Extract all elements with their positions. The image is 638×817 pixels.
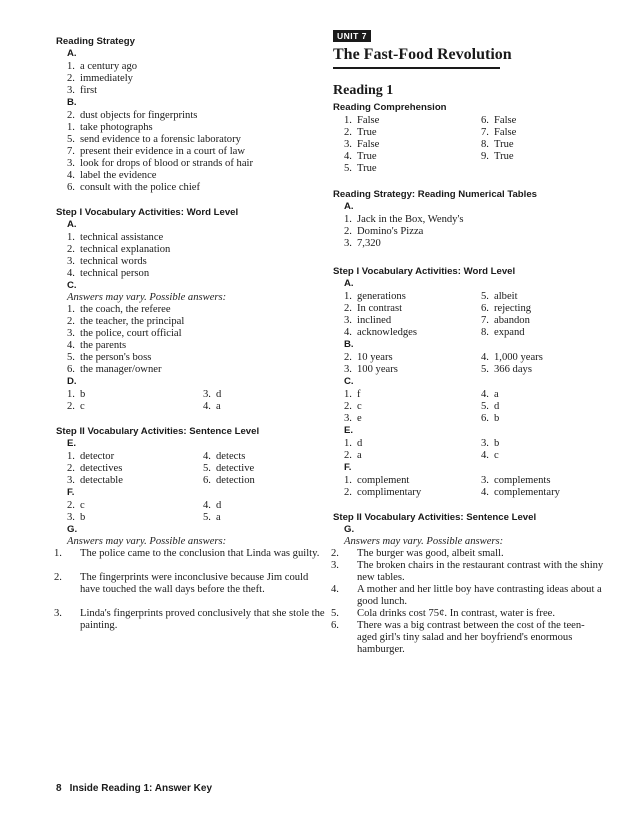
list-item: 8. expand [481, 327, 525, 338]
section-header: Step I Vocabulary Activities: Word Level [56, 207, 239, 218]
list-item: 1. generations [344, 291, 406, 302]
list-item: 4. technical person [67, 268, 150, 279]
list-item: 6. False [481, 115, 517, 126]
section-letter: B. [67, 97, 77, 108]
section-letter: A. [67, 48, 77, 59]
list-item: 6. There was a big contrast between the cost of the teen-aged girl's tiny salad and her boyfriend's enormous hamburger. [331, 620, 585, 655]
section-letter: B. [344, 339, 354, 350]
list-item: 3. b [481, 438, 500, 449]
list-item: 3. look for drops of blood or strands of hair [67, 158, 254, 169]
list-item: 6. consult with the police chief [67, 182, 201, 193]
list-item: 5. d [481, 401, 500, 412]
section-header: Step II Vocabulary Activities: Sentence Level [56, 426, 260, 437]
list-item: 8. True [481, 139, 514, 150]
list-item: 2. c [67, 401, 85, 412]
list-item: 4. complementary [481, 487, 560, 498]
list-item: 1. b [67, 389, 86, 400]
list-item: 3. d [203, 389, 222, 400]
list-item: 3. e [344, 413, 362, 424]
list-item: 1. Jack in the Box, Wendy's [344, 214, 464, 225]
section-letter: F. [344, 462, 352, 473]
list-item: 3. the police, court official [67, 328, 182, 339]
list-item: 5. a [203, 512, 221, 523]
list-item: 3. 7,320 [344, 238, 381, 249]
section-letter: E. [344, 425, 354, 436]
list-item: 4. 1,000 years [481, 352, 543, 363]
list-item: 1. take photographs [67, 122, 153, 133]
list-item: 3. b [67, 512, 86, 523]
list-item: 4. True [344, 151, 377, 162]
answer-note: Answers may vary. Possible answers: [344, 536, 504, 547]
list-item: 1. technical assistance [67, 232, 164, 243]
list-item: 7. present their evidence in a court of law [67, 146, 246, 157]
section-header: Step II Vocabulary Activities: Sentence Level [333, 512, 537, 523]
list-item: 6. b [481, 413, 500, 424]
list-item: 3. Linda's fingerprints proved conclusively that she stole the painting. [54, 608, 325, 631]
book-title: Inside Reading 1: Answer Key [69, 783, 213, 794]
section-letter: E. [67, 438, 77, 449]
list-item: 2. In contrast [344, 303, 403, 314]
list-item: 4. c [481, 450, 499, 461]
list-item: 2. c [344, 401, 362, 412]
section-header: Reading Strategy: Reading Numerical Tables [333, 189, 538, 200]
list-item: 4. the parents [67, 340, 127, 351]
section-letter: F. [67, 487, 75, 498]
list-item: 3. first [67, 85, 98, 96]
section-letter: G. [344, 524, 355, 535]
list-item: 4. acknowledges [344, 327, 418, 338]
answer-note: Answers may vary. Possible answers: [67, 292, 227, 303]
list-item: 3. False [344, 139, 380, 150]
list-item: 2. the teacher, the principal [67, 316, 185, 327]
list-item: 1. detector [67, 451, 115, 462]
list-item: 2. a [344, 450, 362, 461]
list-item: 5. albeit [481, 291, 518, 302]
list-item: 2. The fingerprints were inconclusive because Jim could have touched the wall days before the theft. [54, 572, 309, 595]
list-item: 5. 366 days [481, 364, 532, 375]
list-item: 7. False [481, 127, 517, 138]
section-letter: D. [67, 376, 77, 387]
unit-title: The Fast-Food Revolution [333, 46, 512, 63]
list-item: 1. complement [344, 475, 410, 486]
list-item: 2. True [344, 127, 377, 138]
list-item: 2. technical explanation [67, 244, 171, 255]
list-item: 3. complements [481, 475, 551, 486]
list-item: 5. True [344, 163, 377, 174]
section-letter: A. [344, 201, 354, 212]
list-item: 1. the coach, the referee [67, 304, 171, 315]
list-item: 1. d [344, 438, 363, 449]
section-header: Reading Comprehension [333, 102, 447, 113]
answer-note: Answers may vary. Possible answers: [67, 536, 227, 547]
section-header: Step I Vocabulary Activities: Word Level [333, 266, 516, 277]
list-item: 4. d [203, 500, 222, 511]
list-item: 2. dust objects for fingerprints [67, 110, 198, 121]
list-item: 2. 10 years [344, 352, 393, 363]
list-item: 7. abandon [481, 315, 530, 326]
reading-title: Reading 1 [333, 83, 394, 98]
list-item: 1. False [344, 115, 380, 126]
list-item: 4. a [203, 401, 221, 412]
section-letter: C. [67, 280, 77, 291]
list-item: 2. Domino's Pizza [344, 226, 424, 237]
list-item: 4. A mother and her little boy have contrasting ideas about a good lunch. [331, 584, 602, 607]
list-item: 3. detectable [67, 475, 123, 486]
list-item: 4. label the evidence [67, 170, 157, 181]
page-number: 8 [56, 783, 62, 794]
list-item: 4. a [481, 389, 499, 400]
list-item: 5. send evidence to a forensic laboratory [67, 134, 241, 145]
section-letter: A. [344, 278, 354, 289]
list-item: 3. 100 years [344, 364, 398, 375]
list-item: 3. inclined [344, 315, 392, 326]
section-header: Reading Strategy [56, 36, 135, 47]
list-item: 2. The burger was good, albeit small. [331, 548, 504, 559]
unit-badge: UNIT 7 [333, 30, 371, 42]
section-letter: C. [344, 376, 354, 387]
section-letter: A. [67, 219, 77, 230]
section-letter: G. [67, 524, 78, 535]
list-item: 2. c [67, 500, 85, 511]
list-item: 4. detects [203, 451, 246, 462]
list-item: 2. immediately [67, 73, 133, 84]
list-item: 6. the manager/owner [67, 364, 162, 375]
list-item: 5. detective [203, 463, 255, 474]
list-item: 2. complimentary [344, 487, 422, 498]
list-item: 9. True [481, 151, 514, 162]
list-item: 5. the person's boss [67, 352, 152, 363]
list-item: 6. detection [203, 475, 255, 486]
page-footer [56, 783, 212, 794]
list-item: 1. a century ago [67, 61, 138, 72]
list-item: 1. f [344, 389, 361, 400]
title-underline [333, 67, 500, 69]
list-item: 6. rejecting [481, 303, 532, 314]
list-item: 5. Cola drinks cost 75¢. In contrast, water is free. [331, 608, 555, 619]
list-item: 3. technical words [67, 256, 147, 267]
list-item: 1. The police came to the conclusion that Linda was guilty. [54, 548, 320, 559]
list-item: 3. The broken chairs in the restaurant contrast with the shiny new tables. [331, 560, 604, 583]
list-item: 2. detectives [67, 463, 123, 474]
